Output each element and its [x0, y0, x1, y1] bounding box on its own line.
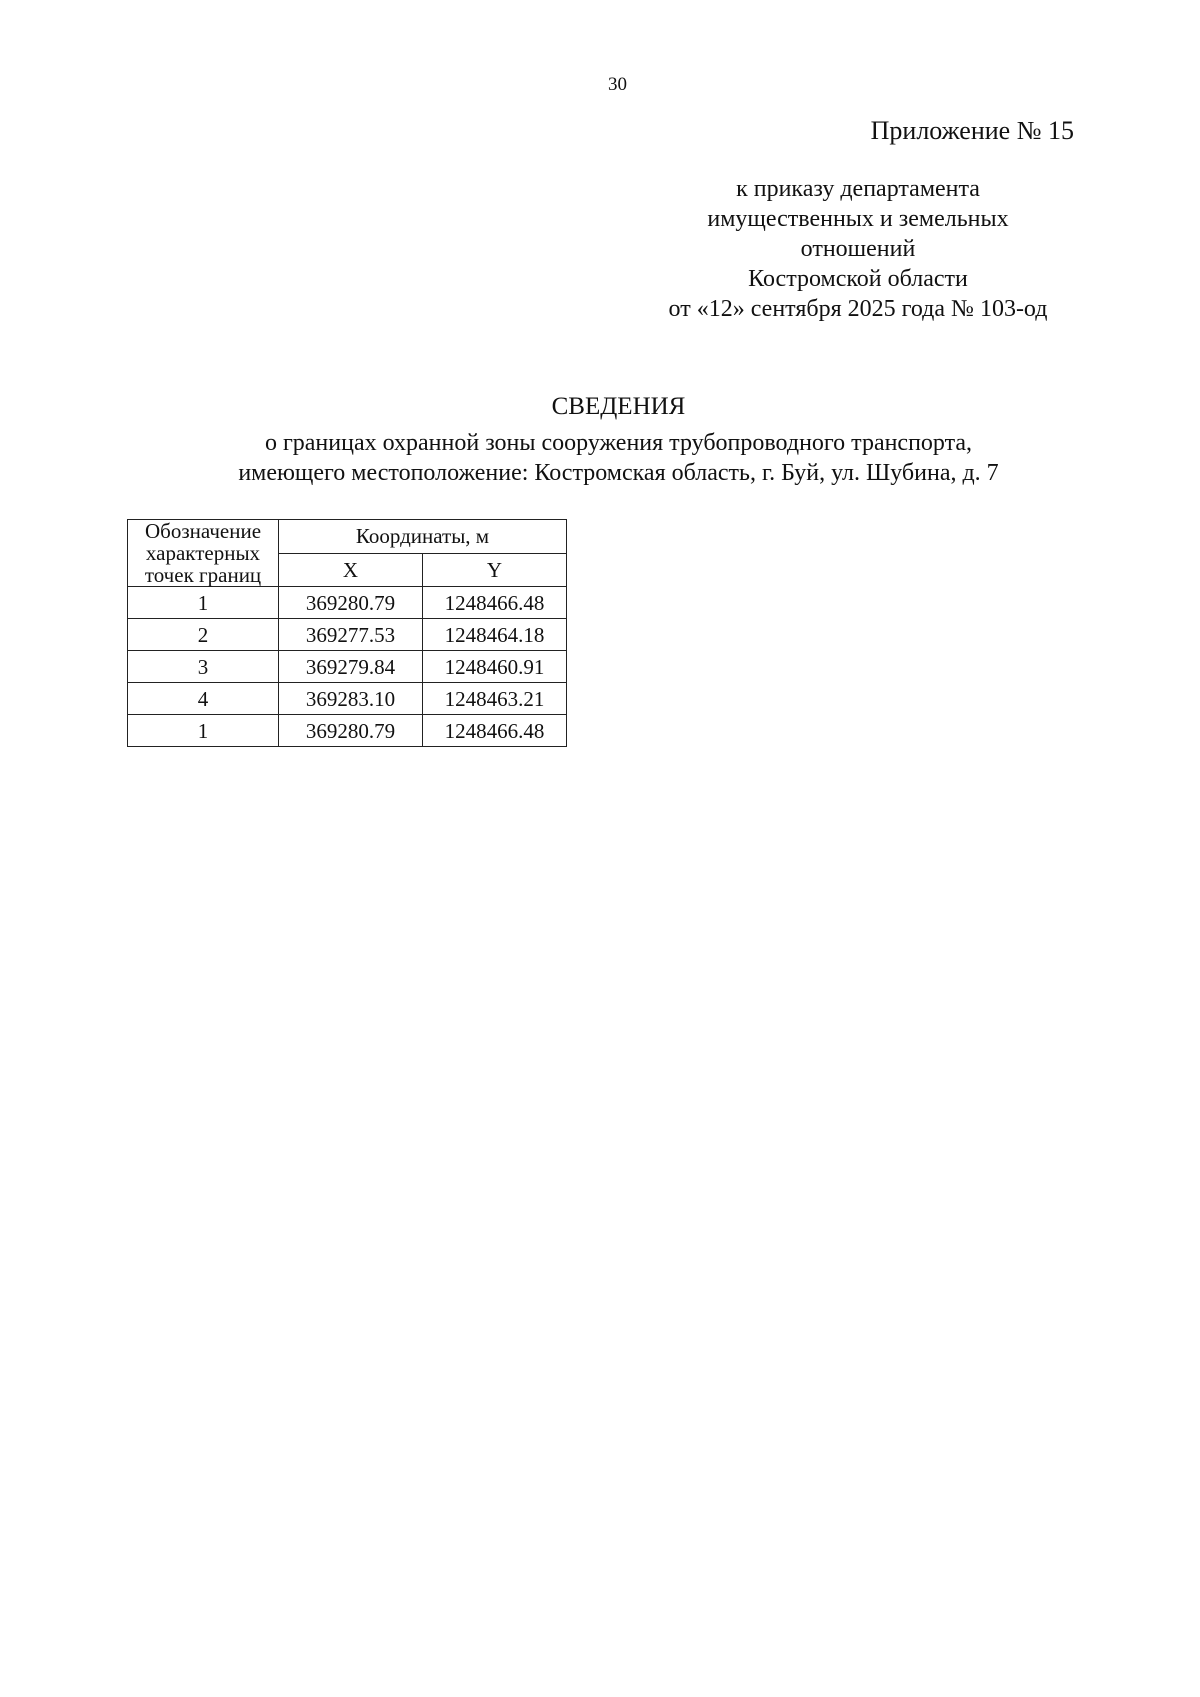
- cell-y: 1248463.21: [423, 683, 567, 715]
- subheading-line: о границах охранной зоны сооружения трубопроводного транспорта,: [264, 430, 973, 456]
- cell-x: 369277.53: [279, 619, 423, 651]
- document-subheading: [0, 428, 1200, 488]
- order-line: к приказу департамента: [736, 176, 980, 202]
- table-row: [128, 683, 567, 715]
- cell-x: 369283.10: [279, 683, 423, 715]
- order-line: имущественных и земельных: [707, 206, 1009, 232]
- document-heading: СВЕДЕНИЯ: [551, 393, 686, 420]
- cell-x: 369280.79: [279, 587, 423, 619]
- page-number: 30: [608, 74, 627, 95]
- cell-point: 1: [128, 587, 279, 619]
- header-point-line: Обозначение: [144, 519, 262, 543]
- cell-point: 4: [128, 683, 279, 715]
- header-point-line: характерных: [145, 541, 261, 565]
- cell-point: 2: [128, 619, 279, 651]
- coordinates-table: [127, 519, 567, 747]
- header-y: Y: [423, 553, 567, 587]
- appendix-title: Приложение № 15: [870, 116, 1074, 145]
- cell-x: 369279.84: [279, 651, 423, 683]
- header-coordinates: Координаты, м: [279, 520, 567, 554]
- order-line: отношений: [800, 236, 916, 262]
- cell-y: 1248464.18: [423, 619, 567, 651]
- header-point-line: точек границ: [144, 563, 262, 587]
- cell-point: 1: [128, 715, 279, 747]
- table-row: [128, 619, 567, 651]
- header-x: X: [279, 553, 423, 587]
- table-row: [128, 715, 567, 747]
- cell-y: 1248466.48: [423, 587, 567, 619]
- cell-point: 3: [128, 651, 279, 683]
- subheading-line: имеющего местоположение: Костромская область, г. Буй, ул. Шубина, д. 7: [238, 460, 999, 486]
- order-line: Костромской области: [748, 266, 968, 292]
- header-point-designation: [128, 520, 279, 587]
- cell-x: 369280.79: [279, 715, 423, 747]
- order-line: от «12» сентября 2025 года № 103-од: [668, 296, 1048, 322]
- order-reference: [586, 174, 1130, 324]
- table-row: [128, 651, 567, 683]
- cell-y: 1248466.48: [423, 715, 567, 747]
- cell-y: 1248460.91: [423, 651, 567, 683]
- table-row: [128, 587, 567, 619]
